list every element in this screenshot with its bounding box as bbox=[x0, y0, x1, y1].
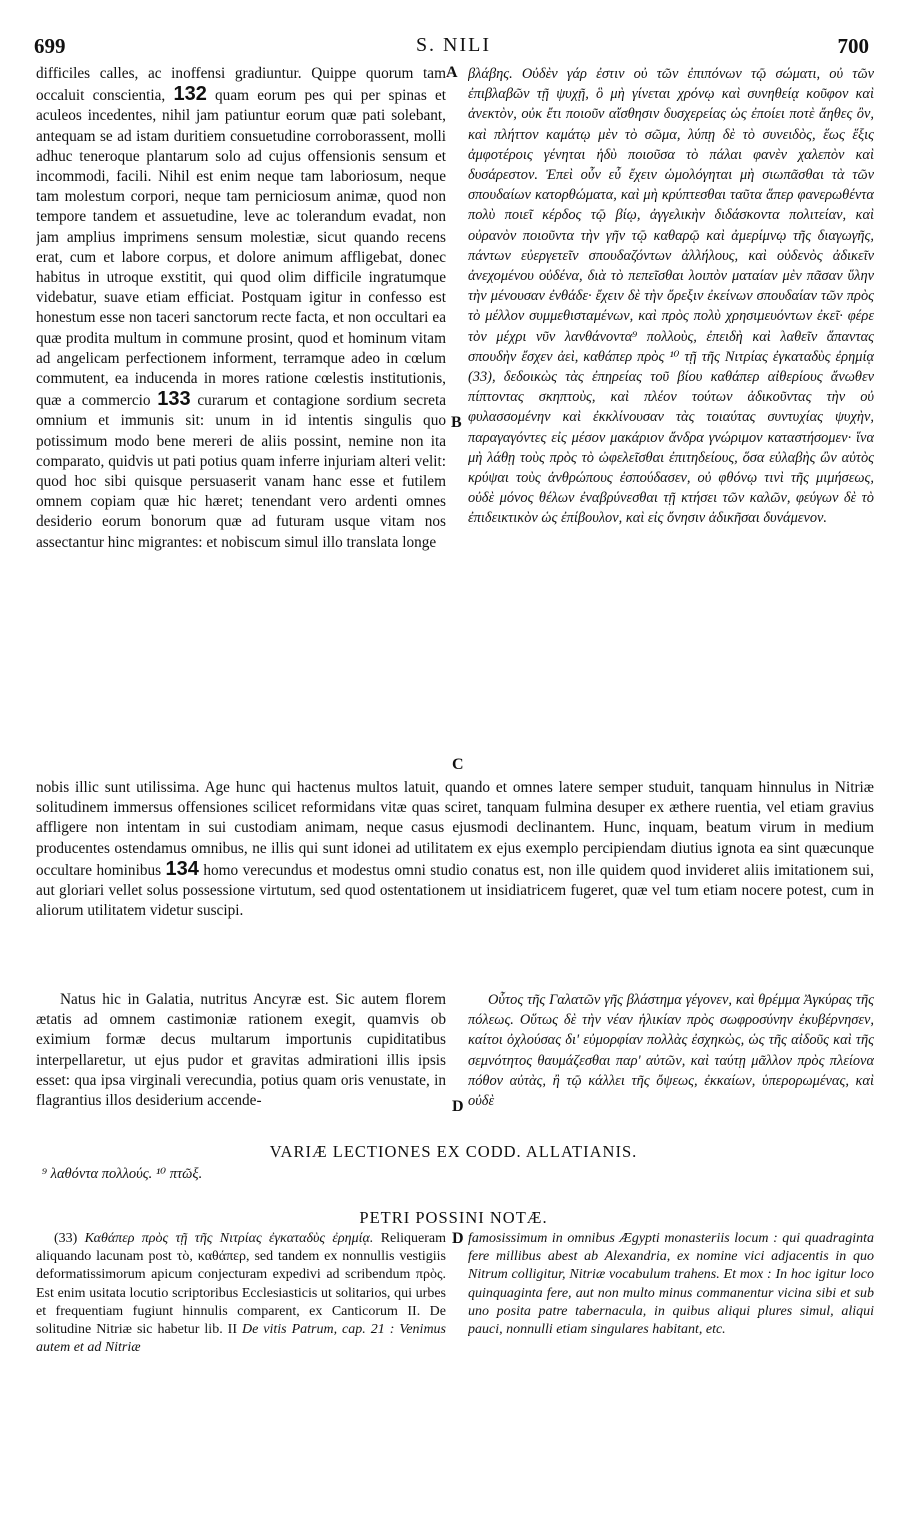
notes-left-column bbox=[36, 1230, 446, 1440]
section-marker-b: B bbox=[451, 414, 462, 431]
section-marker-d: D bbox=[452, 1098, 464, 1115]
section-marker-a: A bbox=[446, 64, 458, 81]
latin-paragraph-lower: Natus hic in Galatia, nutritus Ancyræ est. Sic autem florem ætatis ad omnem castimoniæ rationem exegit, quamvis ob eximium formæ decus multarum importunis cupiditatibus interpellaretur, ut ejus pudor et gravitas admirationi illis ipsis esset: qua ipsa virginali verecundia, potius quam oris venustate, in flagrantius illos desiderium accende- bbox=[36, 991, 446, 1110]
latin-fullwidth-block bbox=[36, 778, 874, 984]
column-number-132: 132 bbox=[173, 83, 207, 106]
latin-paragraph-top: difficiles calles, ac inoffensi gradiuntur. Quippe quorum tam occaluit conscientia, 132 quam eorum pes qui per spinas et aculeos incedentes, nihil jam patiuntur eorum quæ pati solebant, antequam se ad istam duritiem consuetudine corroborassent, molli adhuc teneroque plantarum solo ad cujus offensionis sensum et incommodi, facili. Nihil est enim neque tam laboriosum, neque tam molestum corpori, neque tam perniciosum animæ, quod non tempore tandem et assuetudine, leve ac tolerandum evadat, non jam amplius imprimens sensum molestiæ, sicut quando recens erat, cum et labore corpus, et dolore animum affligebat, donec habitus in utroque exstitit, qui quod olim difficile ingratumque videbatur, suave etiam efficiat. Postquam igitur in confesso est honestum esse non taceri sanctorum recte facta, et non occultari ea quæ prodita multum in commune prosint, quod et hominum vitam ad angelicam perfectionem informent, terramque adeo in cœlum commutent, ea inducenda in mores ratione cœlestis institutionis, quæ a commercio 133 curarum et contagione sordium secreta omnium et immunis sit: unum in id intentis singulis quo potissimum modo bene mereri de aliis possint, nemine non ita comparato, quidvis ut pati potius quam inferre injuriam alteri velit: quod hoc sibi quisque persuaserit vanam hanc esse et futilem omnem copiam quæ hic hæret; tenendant vero ardenti omnes desiderio eorum bonorum quæ ad futuram usque vitam nos assectantur hinc migrantes: et nobiscum simul illo translata longe bbox=[36, 65, 446, 551]
section-marker-c: C bbox=[452, 756, 464, 773]
note-greek-lemma: Καθάπερ πρὸς τῇ τῆς Νιτρίας ἐγκαταδὺς ἐρημίᾳ. bbox=[84, 1231, 374, 1246]
running-title: S. NILI bbox=[415, 34, 492, 56]
note-reference: De vitis Patrum, cap. 21 : Venimus autem et ad Nitriæ bbox=[36, 1322, 446, 1356]
column-number-133: 133 bbox=[157, 388, 191, 411]
greek-column-lower bbox=[468, 990, 874, 1138]
column-number-134: 134 bbox=[165, 857, 199, 880]
latin-column-top bbox=[36, 64, 446, 778]
notes-right-column bbox=[468, 1230, 874, 1440]
note-body: Reliqueram aliquando lacunam post τὸ, καθάπερ, sed tandem ex nonnullis vestigiis deformatissimorum apicum conjecturam expedivi ad scribendum πρὸς. Est enim usitata locutio scriptoribus Ecclesiasticis ut solitarios, qui urbes et frequentiam fugiunt hinnulis comparent, ex Canticorum II. De solitudine Nitriæ sic habetur lib. II bbox=[36, 1231, 446, 1338]
left-page-number: 699 bbox=[34, 34, 66, 58]
section-marker-d-notes: D bbox=[452, 1230, 464, 1247]
note-number: (33) bbox=[54, 1231, 78, 1246]
note-33 bbox=[36, 1230, 446, 1357]
note-33-continued: famosissimum in omnibus Ægypti monasteriis locum : qui quadraginta fere millibus abest ab Alexandria, ex nomine vici adjacentis in quo Nitrum colligitur, Nitriæ vocabulum trahens. Et mox : In hoc igitur loco quinquaginta fere, aut non multo minus commanentur vicina sibi et sub uno posita patre tabernacula, in quibus aliqui plures simul, aliqui pauci, nonnulli etiam singulares habitant, etc. bbox=[468, 1231, 874, 1338]
notes-title: PETRI POSSINI NOTÆ. bbox=[359, 1208, 548, 1227]
variae-text: ⁹ λαθόντα πολλούς. ¹⁰ πτῶξ. bbox=[42, 1166, 203, 1182]
greek-column-top bbox=[468, 64, 874, 778]
latin-paragraph-full: nobis illic sunt utilissima. Age hunc qui hactenus multos latuit, quando et omnes latere semper studuit, tanquam hinnulus in Nitriæ solitudinem immersus offensiones scilicet reformidans vitæ quas sciret, tanquam fulmina desuper ex æthere ruentia, vel etiam gravius affligere non intentam in sui custodiam animam, neque casus ejusmodi declinantem. Hunc, inquam, beatum virum in medium producentes ostendamus omnibus, ne illis qui sunt idonei ad utilitatem ex ejus exemplo percipiendam diutius ignota ea sint quæcunque occultare hominibus 134 homo verecundus et modestus omni studio conatus est, non ille quidem quod invideret aliis imitationem sui, aut gloriari vellet solus possessione virtutum, sed quod ostentationem ut insidiatricem fugeret, quæ vel tum etiam nocere potest, cum in aliorum utilitatem videtur suscipi. bbox=[36, 779, 874, 920]
greek-paragraph-top: βλάβης. Οὐδὲν γάρ ἐστιν οὐ τῶν ἐπιπόνων τῷ σώματι, οὐ τῶν ἐπιβλαβῶν τῇ ψυχῇ, ὃ μὴ γίνεται χρόνῳ καὶ συνηθείᾳ κοῦφον καὶ ἀνεκτὸν, οὐκ ἔτι ποιοῦν αἴσθησιν δυσχερείας ὡς ἐποίει ποτὲ ἄηθες ὂν, καὶ πλήττον καμάτῳ μὲν τὸ σῶμα, λύπῃ δὲ τὸ συνειδὸς, ἕως ἕξις ἀμφοτέροις γένηται ἡδὺ ποιοῦσα τὸ πάλαι φανὲν χαλεπὸν καὶ δυσάρεστον. Ἐπεὶ οὖν εὖ ἔχειν ὡμολόγηται μὴ σιωπᾶσθαι τὰ τῶν σπουδαίων κατορθώματα, καὶ μὴ κρύπτεσθαι ταῦτα ἅπερ φανερωθέντα πολὺ ποιεῖ κέρδος τῷ βίῳ, ἀγγελικὴν διδάσκοντα πολιτείαν, καὶ οὐρανὸν ποιοῦντα τὴν γῆν τῷ καθαρῷ καὶ ἀμερίμνῳ τῆς διαγωγῆς, πάντων εὐεργετεῖν σπουδαζόντων ἀλλήλους, καὶ οὐδενὸς ἀδικεῖν ἀνεχομένου οὐδένα, διὰ τὸ πεπεῖσθαι λοιπὸν ματαίαν μὲν πᾶσαν ὕλην τὴν μένουσαν ἐνθάδε· ἔχειν δὲ τὴν ὄρεξιν ἐκείνων σπουδαίαν τῶν πρὸς τὸ μέλλον συμμεθισταμένων, καὶ πρὸς πολὺ χρησιμευόντων ἐκεῖ· φέρε τὸν μέχρι νῦν λανθάνοντα⁹ πολλοὺς, ἐπειδὴ καὶ λαθεῖν ἅπαντας σπουδὴν ἔσχεν ἀεὶ, καθάπερ πρὸς ¹⁰ τῇ τῆς Νιτρίας ἐγκαταδὺς ἐρημίᾳ (33), δεδοικὼς τὰς ἐπηρείας τοῦ βίου καθάπερ αἰθερίους ἄνωθεν πίπτοντας σκηπτοὺς, καὶ πλέον τούτων ἀδικοῦντας τὴν οὐ φυλασσομένην καὶ ἐκκλίνουσαν τὰς τοιαύτας συντυχίας ψυχὴν, παραγαγόντες εἰς μέσον μακάριον ἄνδρα γνώριμον καταστήσομεν· ἵνα μὴ λάθῃ τοὺς πρὸς τὸ ὠφελεῖσθαι ἐπιτηδείους, ὅσα εὐλαβὴς ὢν αὐτὸς κρύψαι τοὺς ἀνθρώπους ἐσπούδασεν, οὐ φθόνῳ τινὶ τῆς μιμήσεως, οὐδὲ μόνος θέλων ἐναβρύνεσθαι τῇ κτήσει τῶν καλῶν, φεύγων δὲ τὸ ἐπιδεικτικὸν ὡς ἐπίβουλον, καὶ εἰς ὄνησιν ἀδικῆσαι δυνάμενον. bbox=[468, 66, 874, 527]
right-page-number: 700 bbox=[837, 34, 869, 58]
latin-column-lower bbox=[36, 990, 446, 1138]
greek-paragraph-lower: Οὗτος τῆς Γαλατῶν γῆς βλάστημα γέγονεν, καὶ θρέμμα Ἀγκύρας τῆς πόλεως. Οὕτως δὲ τὴν νέαν ἡλικίαν πρὸς σωφροσύνην ἐκυβέρνησεν, καίτοι ὀχλούσας δι' εὐμορφίαν πολλὰς ἐσχηκὼς, ὡς τῆς αἰδοῦς καὶ τῆς σεμνότητος θαυμάζεσθαι παρ' αὐτῶν, καὶ ταύτῃ μᾶλλον πρὸς πλείονα πόθον αὐτὰς, ἢ τῷ κάλλει τῆς ὄψεως, ἐκκαίων, ὑπερορωμένας, καὶ οὐδὲ bbox=[468, 992, 874, 1110]
variae-title: VARIÆ LECTIONES EX CODD. ALLATIANIS. bbox=[269, 1142, 638, 1161]
